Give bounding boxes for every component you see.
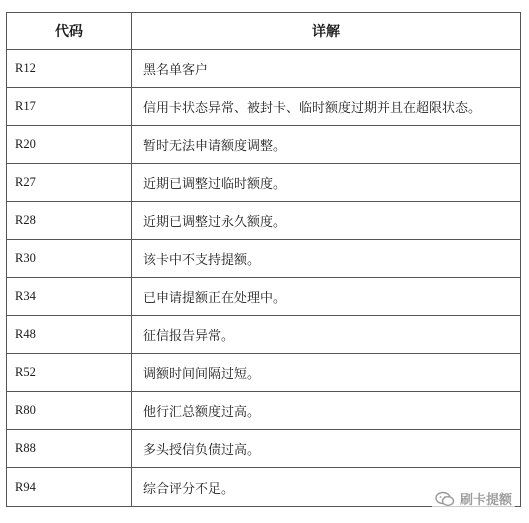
row-code: R80 <box>7 392 132 429</box>
row-detail: 暂时无法申请额度调整。 <box>143 139 287 154</box>
header-code: 代码 <box>7 13 132 49</box>
row-detail: 近期已调整过永久额度。 <box>143 215 287 230</box>
table-row <box>7 126 520 164</box>
row-detail: 多头授信负债过高。 <box>143 443 261 458</box>
row-detail: 黑名单客户 <box>143 63 209 78</box>
watermark-text: 刷卡提额 <box>459 493 512 508</box>
header-detail: 详解 <box>312 24 340 40</box>
row-code: R88 <box>7 430 132 467</box>
table-row <box>7 50 520 88</box>
table-row <box>7 392 520 430</box>
row-detail: 征信报告异常。 <box>143 329 235 344</box>
row-code: R20 <box>7 126 132 163</box>
row-code: R30 <box>7 240 132 277</box>
watermark <box>432 488 515 509</box>
wechat-icon <box>435 491 455 507</box>
row-code: R27 <box>7 164 132 201</box>
row-detail: 近期已调整过临时额度。 <box>143 177 287 192</box>
row-detail: 他行汇总额度过高。 <box>143 405 261 420</box>
row-detail: 调额时间间隔过短。 <box>143 367 261 382</box>
table-row <box>7 278 520 316</box>
table-row <box>7 430 520 468</box>
row-code: R34 <box>7 278 132 315</box>
row-code: R28 <box>7 202 132 239</box>
row-code: R94 <box>7 468 132 506</box>
row-code: R48 <box>7 316 132 353</box>
row-detail: 已申请提额正在处理中。 <box>143 291 287 306</box>
row-code: R52 <box>7 354 132 391</box>
table-header-row <box>7 13 520 50</box>
table-row <box>7 88 520 126</box>
table-row <box>7 316 520 354</box>
row-code: R17 <box>7 88 132 125</box>
table-row <box>7 164 520 202</box>
row-detail: 该卡中不支持提额。 <box>143 253 261 268</box>
row-code: R12 <box>7 50 132 87</box>
row-detail: 综合评分不足。 <box>143 481 235 497</box>
table-row <box>7 240 520 278</box>
table-row <box>7 354 520 392</box>
table-row <box>7 202 520 240</box>
code-table <box>6 12 521 507</box>
row-detail: 信用卡状态异常、被封卡、临时额度过期并且在超限状态。 <box>143 101 482 116</box>
